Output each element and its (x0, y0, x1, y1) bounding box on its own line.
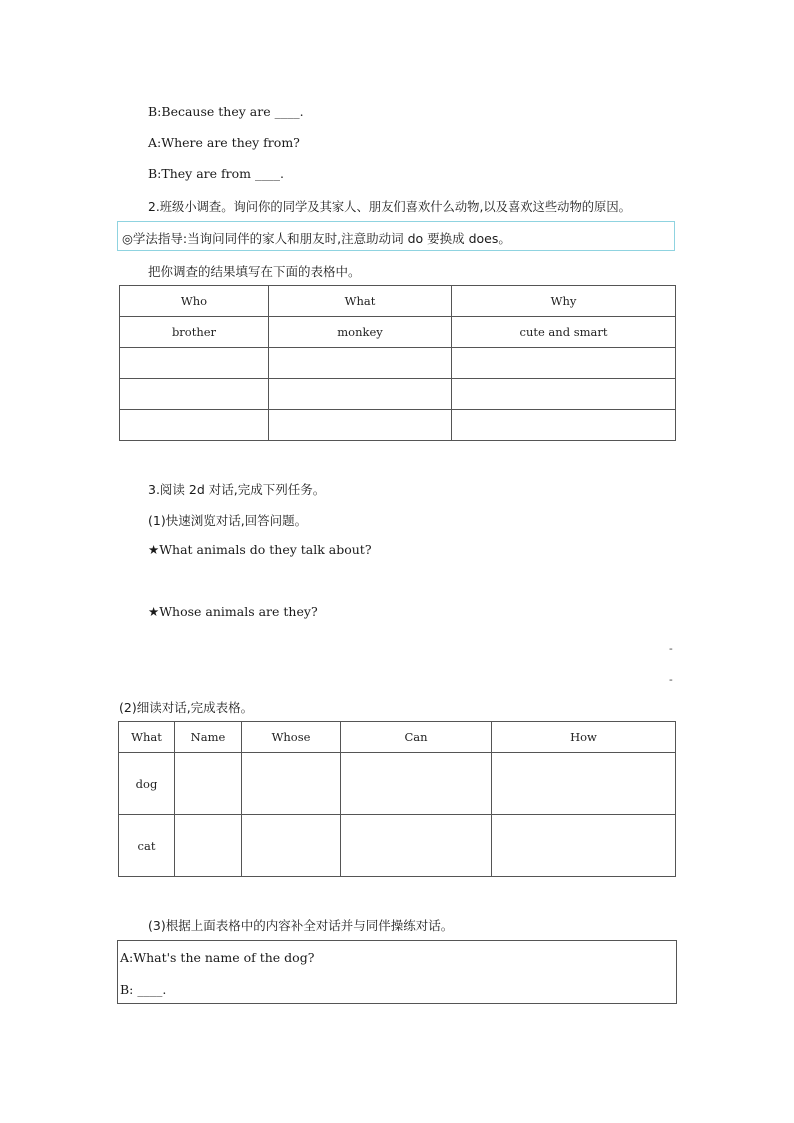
table-cell-blank[interactable] (175, 815, 242, 877)
table-cell: brother (120, 317, 269, 348)
table-row (119, 815, 676, 877)
study-tip-text: ◎学法指导:当询问同伴的家人和朋友时,注意助动词 do 要换成 does。 (122, 231, 511, 246)
table-cell: dog (119, 753, 175, 815)
table-row (119, 753, 676, 815)
question-what-animals: ★What animals do they talk about? (148, 542, 372, 557)
table-cell-blank[interactable] (242, 815, 341, 877)
table-cell-blank[interactable] (492, 753, 676, 815)
table-cell-blank[interactable] (341, 753, 492, 815)
table-header-row (120, 286, 676, 317)
header-whose: Whose (242, 722, 341, 753)
survey-table (119, 285, 676, 441)
dialog-line-question: A:What's the name of the dog? (120, 950, 315, 965)
table-cell: cute and smart (452, 317, 676, 348)
table-cell-blank[interactable] (452, 379, 676, 410)
table-cell-blank[interactable] (492, 815, 676, 877)
dialog-practice-box (117, 940, 677, 1004)
task2-instruction: 把你调查的结果填写在下面的表格中。 (148, 264, 361, 279)
dialog-line-from: B:They are from ____. (148, 166, 284, 181)
task2-title: 2.班级小调查。询问你的同学及其家人、朋友们喜欢什么动物,以及喜欢这些动物的原因。 (148, 200, 631, 214)
dialog-line-answer: B: ____. (120, 982, 167, 997)
task3-sub2: (2)细读对话,完成表格。 (119, 700, 254, 715)
table-cell-blank[interactable] (452, 410, 676, 441)
table-cell-blank[interactable] (120, 379, 269, 410)
header-what: What (269, 286, 452, 317)
table-row (120, 317, 676, 348)
table-cell-blank[interactable] (269, 410, 452, 441)
dialog-line-where: A:Where are they from? (148, 135, 300, 150)
task3-sub1: (1)快速浏览对话,回答问题。 (148, 513, 308, 528)
header-what: What (119, 722, 175, 753)
table-cell: monkey (269, 317, 452, 348)
table-cell-blank[interactable] (452, 348, 676, 379)
task3-sub3: (3)根据上面表格中的内容补全对话并与同伴操练对话。 (148, 918, 454, 933)
header-why: Why (452, 286, 676, 317)
dialog-line-because: B:Because they are ____. (148, 104, 304, 119)
answer-dash: - (669, 642, 673, 655)
table-cell-blank[interactable] (120, 348, 269, 379)
header-can: Can (341, 722, 492, 753)
dialog-detail-table (118, 721, 676, 877)
header-name: Name (175, 722, 242, 753)
table-cell-blank[interactable] (242, 753, 341, 815)
table-row (120, 379, 676, 410)
table-cell-blank[interactable] (341, 815, 492, 877)
task3-title: 3.阅读 2d 对话,完成下列任务。 (148, 482, 326, 497)
table-cell-blank[interactable] (269, 379, 452, 410)
header-how: How (492, 722, 676, 753)
table-cell-blank[interactable] (269, 348, 452, 379)
study-tip-box (117, 221, 675, 251)
table-row (120, 348, 676, 379)
header-who: Who (120, 286, 269, 317)
table-cell-blank[interactable] (175, 753, 242, 815)
question-whose-animals: ★Whose animals are they? (148, 604, 318, 619)
answer-dash: - (669, 673, 673, 686)
table-cell: cat (119, 815, 175, 877)
table-row (120, 410, 676, 441)
table-header-row (119, 722, 676, 753)
table-cell-blank[interactable] (120, 410, 269, 441)
